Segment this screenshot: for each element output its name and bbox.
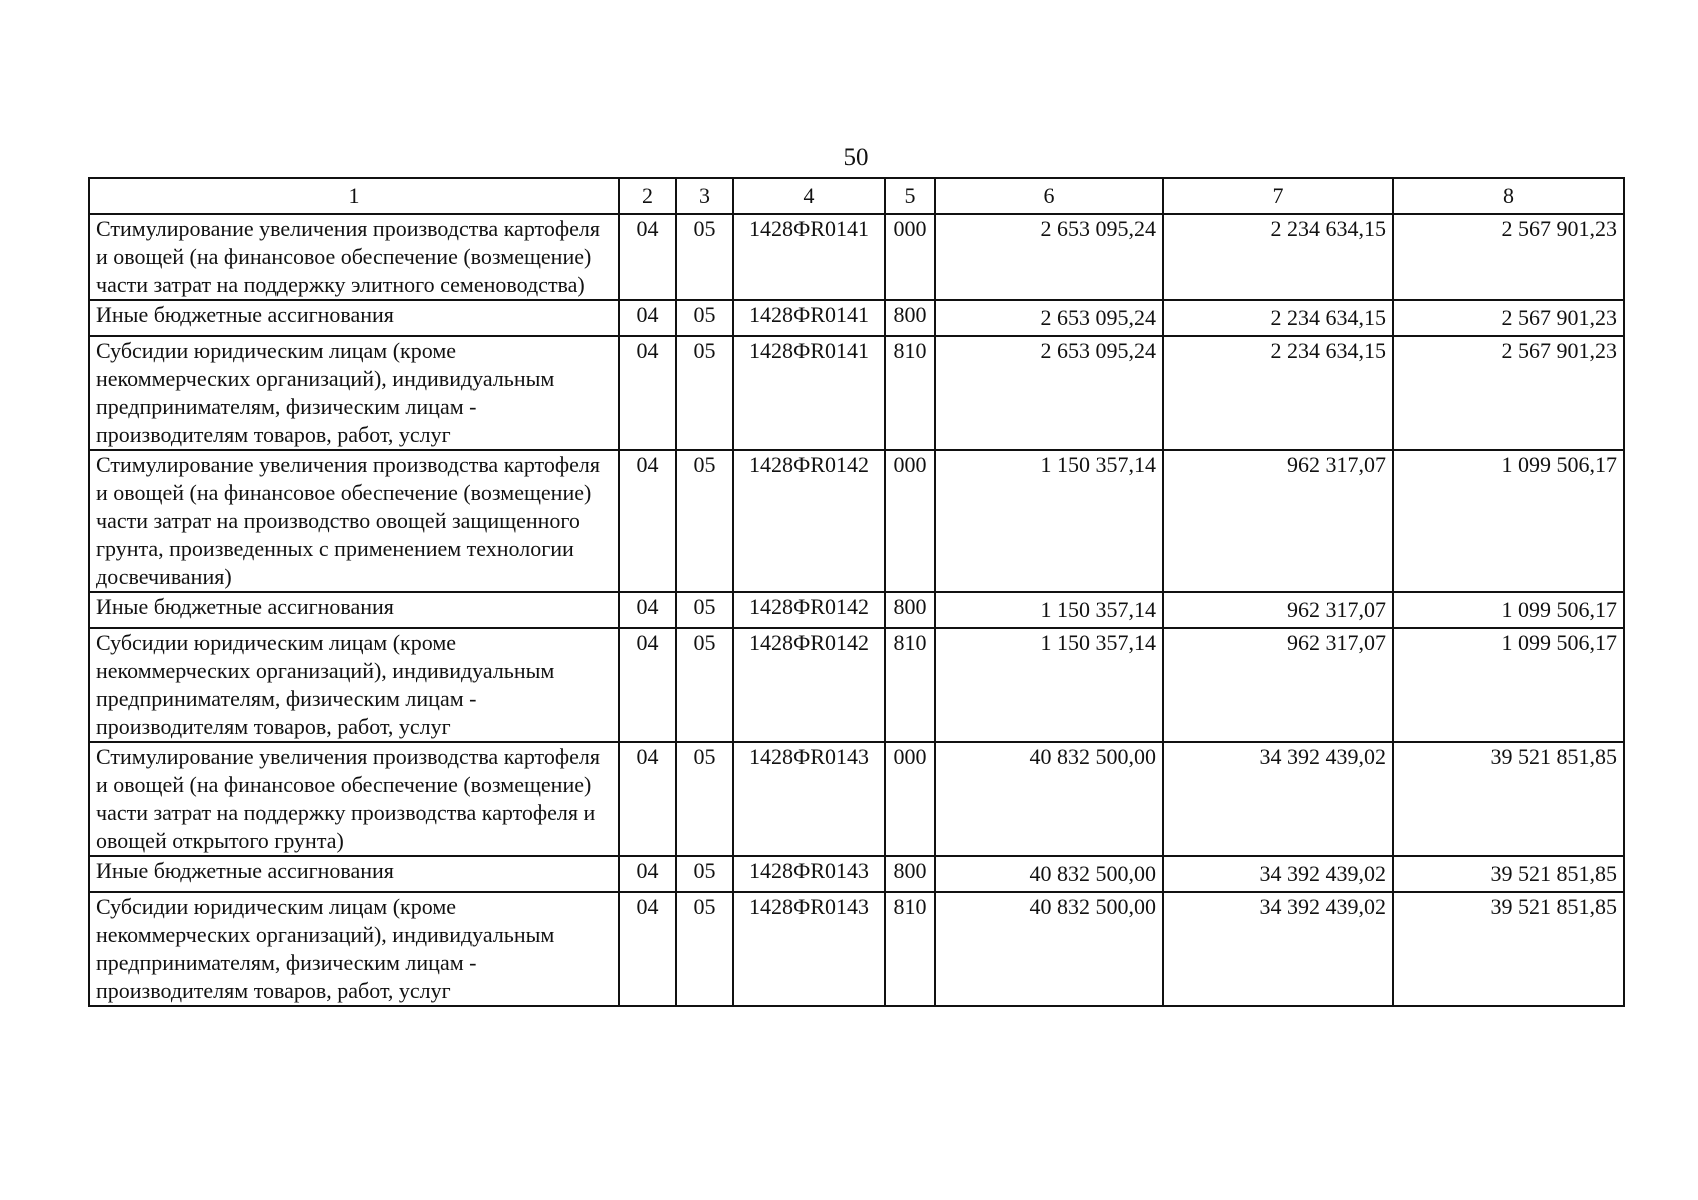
amount-col8: 39 521 851,85 bbox=[1393, 856, 1624, 892]
column-header: 1 bbox=[89, 178, 619, 214]
amount-col8: 2 567 901,23 bbox=[1393, 336, 1624, 450]
amount-col7: 34 392 439,02 bbox=[1163, 892, 1393, 1006]
amount-col6: 1 150 357,14 bbox=[935, 450, 1163, 592]
expense-name: Иные бюджетные ассигнования bbox=[89, 300, 619, 336]
column-header: 7 bbox=[1163, 178, 1393, 214]
amount-col8: 39 521 851,85 bbox=[1393, 742, 1624, 856]
expense-name: Субсидии юридическим лицам (кроме некоммерческих организаций), индивидуальным предпринимателям, физическим лицам - производителям товаров, работ, услуг bbox=[89, 628, 619, 742]
amount-col6: 1 150 357,14 bbox=[935, 628, 1163, 742]
expense-type-code: 000 bbox=[885, 742, 935, 856]
target-article-code: 1428ФR0141 bbox=[733, 300, 885, 336]
amount-col6: 40 832 500,00 bbox=[935, 856, 1163, 892]
amount-col8: 1 099 506,17 bbox=[1393, 450, 1624, 592]
amount-col7: 962 317,07 bbox=[1163, 628, 1393, 742]
section-code: 04 bbox=[619, 742, 676, 856]
expense-type-code: 800 bbox=[885, 592, 935, 628]
expense-type-code: 810 bbox=[885, 892, 935, 1006]
amount-col7: 2 234 634,15 bbox=[1163, 300, 1393, 336]
expense-type-code: 800 bbox=[885, 300, 935, 336]
column-header: 2 bbox=[619, 178, 676, 214]
amount-col6: 2 653 095,24 bbox=[935, 214, 1163, 300]
subsection-code: 05 bbox=[676, 628, 733, 742]
expense-type-code: 810 bbox=[885, 628, 935, 742]
amount-col6: 40 832 500,00 bbox=[935, 892, 1163, 1006]
subsection-code: 05 bbox=[676, 450, 733, 592]
expense-name: Субсидии юридическим лицам (кроме некоммерческих организаций), индивидуальным предпринимателям, физическим лицам - производителям товаров, работ, услуг bbox=[89, 892, 619, 1006]
subsection-code: 05 bbox=[676, 742, 733, 856]
target-article-code: 1428ФR0143 bbox=[733, 856, 885, 892]
target-article-code: 1428ФR0142 bbox=[733, 450, 885, 592]
amount-col8: 2 567 901,23 bbox=[1393, 214, 1624, 300]
subsection-code: 05 bbox=[676, 214, 733, 300]
table-row bbox=[89, 214, 1624, 300]
amount-col7: 2 234 634,15 bbox=[1163, 214, 1393, 300]
section-code: 04 bbox=[619, 214, 676, 300]
column-header: 6 bbox=[935, 178, 1163, 214]
section-code: 04 bbox=[619, 450, 676, 592]
amount-col8: 1 099 506,17 bbox=[1393, 592, 1624, 628]
budget-table bbox=[88, 177, 1625, 1007]
section-code: 04 bbox=[619, 628, 676, 742]
target-article-code: 1428ФR0141 bbox=[733, 336, 885, 450]
column-header: 4 bbox=[733, 178, 885, 214]
table-row bbox=[89, 892, 1624, 1006]
subsection-code: 05 bbox=[676, 856, 733, 892]
expense-name: Стимулирование увеличения производства картофеля и овощей (на финансовое обеспечение (возмещение) части затрат на поддержку производства картофеля и овощей открытого грунта) bbox=[89, 742, 619, 856]
expense-name: Иные бюджетные ассигнования bbox=[89, 856, 619, 892]
amount-col7: 2 234 634,15 bbox=[1163, 336, 1393, 450]
amount-col6: 40 832 500,00 bbox=[935, 742, 1163, 856]
amount-col7: 34 392 439,02 bbox=[1163, 856, 1393, 892]
subsection-code: 05 bbox=[676, 892, 733, 1006]
target-article-code: 1428ФR0142 bbox=[733, 628, 885, 742]
table-row bbox=[89, 592, 1624, 628]
table-row bbox=[89, 450, 1624, 592]
header-row bbox=[89, 178, 1624, 214]
column-header: 3 bbox=[676, 178, 733, 214]
target-article-code: 1428ФR0141 bbox=[733, 214, 885, 300]
section-code: 04 bbox=[619, 592, 676, 628]
table-row bbox=[89, 336, 1624, 450]
subsection-code: 05 bbox=[676, 336, 733, 450]
amount-col7: 34 392 439,02 bbox=[1163, 742, 1393, 856]
target-article-code: 1428ФR0142 bbox=[733, 592, 885, 628]
column-header: 5 bbox=[885, 178, 935, 214]
amount-col6: 2 653 095,24 bbox=[935, 300, 1163, 336]
page-number: 50 bbox=[843, 144, 869, 171]
section-code: 04 bbox=[619, 856, 676, 892]
expense-name: Иные бюджетные ассигнования bbox=[89, 592, 619, 628]
subsection-code: 05 bbox=[676, 300, 733, 336]
amount-col8: 39 521 851,85 bbox=[1393, 892, 1624, 1006]
amount-col8: 2 567 901,23 bbox=[1393, 300, 1624, 336]
amount-col7: 962 317,07 bbox=[1163, 592, 1393, 628]
target-article-code: 1428ФR0143 bbox=[733, 742, 885, 856]
target-article-code: 1428ФR0143 bbox=[733, 892, 885, 1006]
expense-name: Стимулирование увеличения производства картофеля и овощей (на финансовое обеспечение (возмещение) части затрат на производство овощей защищенного грунта, произведенных с применением технологии досвечивания) bbox=[89, 450, 619, 592]
amount-col8: 1 099 506,17 bbox=[1393, 628, 1624, 742]
section-code: 04 bbox=[619, 336, 676, 450]
expense-name: Стимулирование увеличения производства картофеля и овощей (на финансовое обеспечение (возмещение) части затрат на поддержку элитного семеноводства) bbox=[89, 214, 619, 300]
amount-col7: 962 317,07 bbox=[1163, 450, 1393, 592]
table-row bbox=[89, 300, 1624, 336]
expense-type-code: 810 bbox=[885, 336, 935, 450]
section-code: 04 bbox=[619, 892, 676, 1006]
expense-type-code: 000 bbox=[885, 450, 935, 592]
column-header: 8 bbox=[1393, 178, 1624, 214]
table-row bbox=[89, 856, 1624, 892]
expense-type-code: 000 bbox=[885, 214, 935, 300]
table-row bbox=[89, 742, 1624, 856]
subsection-code: 05 bbox=[676, 592, 733, 628]
section-code: 04 bbox=[619, 300, 676, 336]
amount-col6: 2 653 095,24 bbox=[935, 336, 1163, 450]
table-row bbox=[89, 628, 1624, 742]
expense-type-code: 800 bbox=[885, 856, 935, 892]
amount-col6: 1 150 357,14 bbox=[935, 592, 1163, 628]
expense-name: Субсидии юридическим лицам (кроме некоммерческих организаций), индивидуальным предпринимателям, физическим лицам - производителям товаров, работ, услуг bbox=[89, 336, 619, 450]
